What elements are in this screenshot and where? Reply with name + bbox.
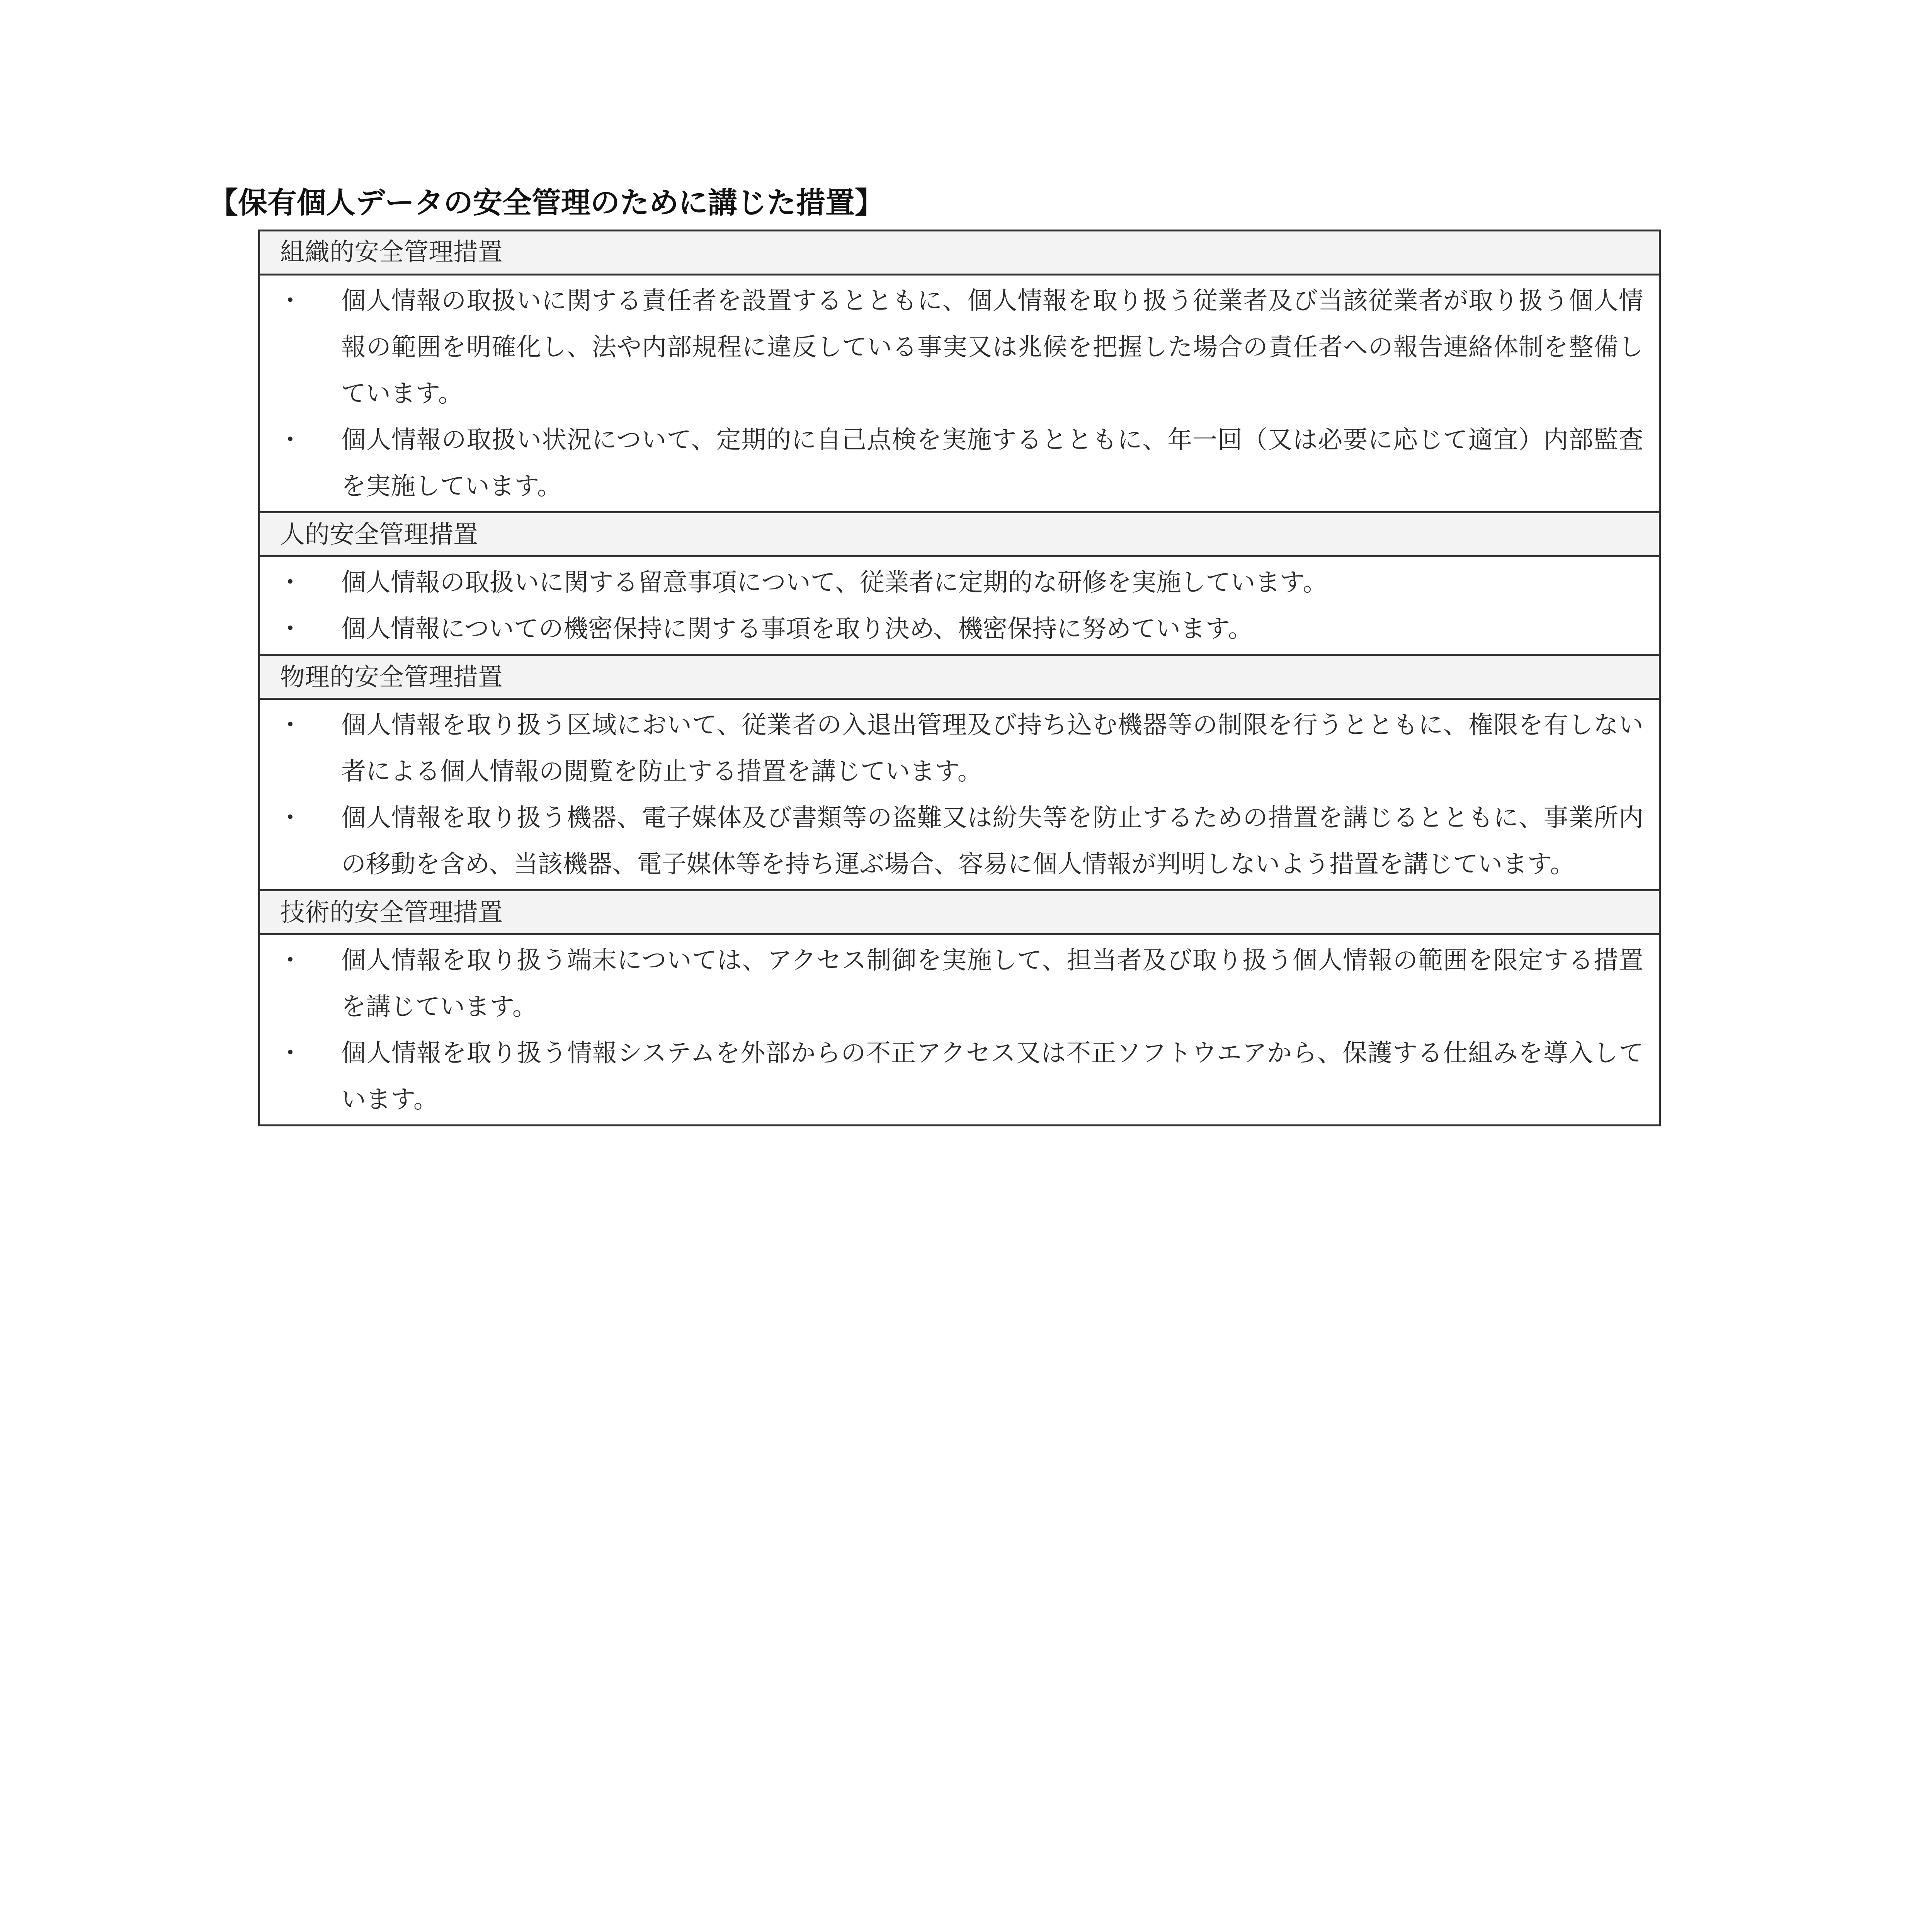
bullet-mark: ・ [278, 711, 303, 740]
list-item [260, 702, 1659, 795]
section-heading-physical: 物理的安全管理措置 [260, 654, 1659, 698]
list-item-text: 個人情報を取り扱う端末については、アクセス制御を実施して、担当者及び取り扱う個人情報の範囲を限定する措置を講じています。 [341, 946, 1643, 1021]
list-item-text: 個人情報についての機密保持に関する事項を取り決め、機密保持に努めています。 [341, 615, 1253, 643]
bullet-mark: ・ [278, 615, 303, 643]
bullet-mark: ・ [278, 426, 303, 454]
bullet-mark: ・ [278, 1039, 303, 1068]
section-body-technical [260, 933, 1659, 1124]
list-item-text: 個人情報の取扱いに関する留意事項について、従業者に定期的な研修を実施しています。 [341, 568, 1328, 597]
list-item [260, 417, 1659, 510]
bullet-mark: ・ [278, 804, 303, 832]
bullet-mark: ・ [278, 946, 303, 975]
list-item [260, 560, 1659, 606]
list-item [260, 606, 1659, 652]
list-item [260, 1030, 1659, 1123]
section-heading-personnel: 人的安全管理措置 [260, 511, 1659, 555]
list-item-text: 個人情報の取扱い状況について、定期的に自己点検を実施するとともに、年一回（又は必要に応じて適宜）内部監査を実施しています。 [341, 426, 1643, 501]
section-heading-technical: 技術的安全管理措置 [260, 889, 1659, 933]
list-item [260, 278, 1659, 417]
list-item-text: 個人情報を取り扱う情報システムを外部からの不正アクセス又は不正ソフトウエアから、保護する仕組みを導入しています。 [341, 1039, 1643, 1114]
section-body-organizational [260, 274, 1659, 511]
list-item-text: 個人情報を取り扱う区域において、従業者の入退出管理及び持ち込む機器等の制限を行うとともに、権限を有しない者による個人情報の閲覧を防止する措置を講じています。 [341, 711, 1643, 786]
safety-measures-table [258, 230, 1661, 1126]
list-item-text: 個人情報を取り扱う機器、電子媒体及び書類等の盗難又は紛失等を防止するための措置を講じるとともに、事業所内の移動を含め、当該機器、電子媒体等を持ち運ぶ場合、容易に個人情報が判明しないよう措置を講じています。 [341, 804, 1643, 879]
section-body-personnel [260, 555, 1659, 654]
bullet-mark: ・ [278, 568, 303, 597]
list-item-text: 個人情報の取扱いに関する責任者を設置するとともに、個人情報を取り扱う従業者及び当該従業者が取り扱う個人情報の範囲を明確化し、法や内部規程に違反している事実又は兆候を把握した場合の責任者への報告連絡体制を整備しています。 [341, 287, 1643, 408]
document-title: 【保有個人データの安全管理のために講じた措置】 [209, 185, 884, 220]
bullet-mark: ・ [278, 287, 303, 315]
list-item [260, 937, 1659, 1030]
list-item [260, 795, 1659, 888]
section-heading-organizational: 組織的安全管理措置 [260, 231, 1659, 274]
section-body-physical [260, 698, 1659, 889]
